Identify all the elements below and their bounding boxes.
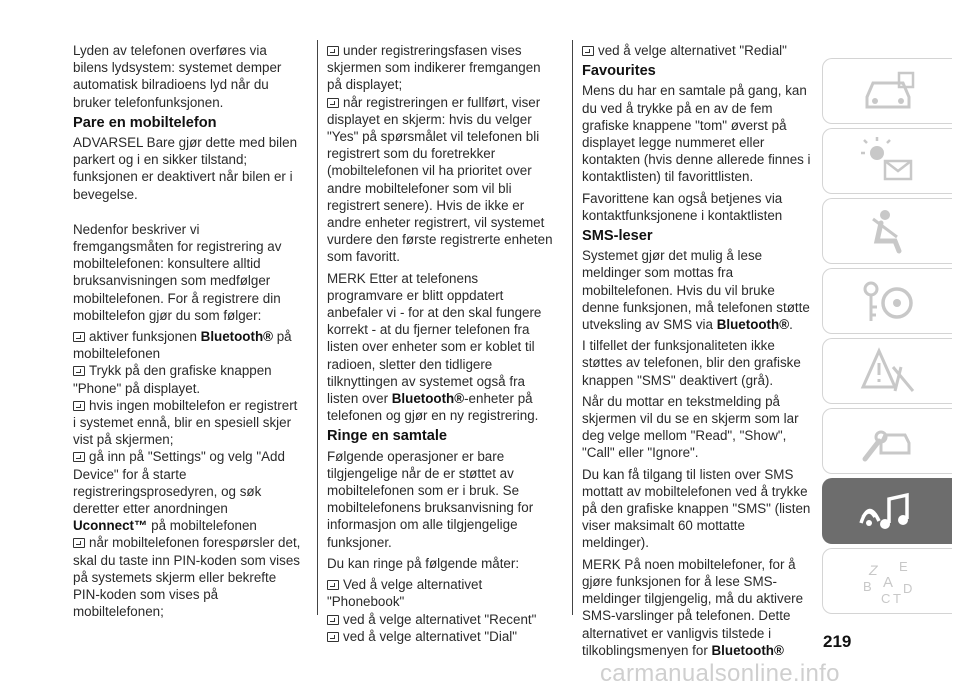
key-steering-icon [859, 277, 917, 325]
svg-text:C: C [880, 591, 890, 605]
sms-paragraph: Systemet gjør det mulig å lese meldinger som mottas fra mobiltelefonen. Hvis du vil bruke denne funksjonen, må telefonen støtte utveksling av SMS via Bluetooth®. [582, 248, 810, 333]
checkbox-bullet-icon [73, 452, 85, 462]
svg-text:A: A [882, 574, 893, 591]
seat-airbag-icon [859, 207, 917, 255]
tab-index[interactable] [822, 548, 952, 614]
list-item: gå inn på "Settings" og velg "Add Device" for å starte registreringsprosedyren, og søk deretter etter anordningen Uconnect™ på mobiltelefonen [73, 449, 285, 534]
tab-maintenance[interactable] [822, 408, 952, 474]
list-item: ved å velge alternativet "Redial" [582, 42, 812, 59]
text-column-2 [327, 42, 555, 645]
list-item: ved å velge alternativet "Recent" [327, 611, 555, 628]
watermark: carmanualsonline.info [600, 660, 840, 683]
tab-start-drive[interactable] [822, 268, 952, 334]
checkbox-bullet-icon [73, 332, 85, 342]
list-item: når registreringen er fullført, viser displayet en skjerm: hvis du velger "Yes" på spørsmålet vil telefonen bli registrert som du foretrekker (mobiltelefonen vil ha prioritet over andre mobiltelefoner som vil bli registrert senere). Hvis de ikke er andre enheter registrert, vil systemet vurdere den første registrerte enheten som favoritt. [327, 94, 553, 265]
checkbox-bullet-icon [327, 46, 339, 56]
sms-note-paragraph: MERK På noen mobiltelefoner, for å gjøre funksjonen for å lese SMS-meldinger tilgjengelig, må du aktivere SMS-varslinger på telefonen. Dette alternativet er vanligvis tilstede i tilkoblingsmenyen for Bluetooth® [582, 556, 804, 658]
warning-breakdown-icon [859, 347, 917, 395]
checkbox-bullet-icon [582, 46, 594, 56]
pair-heading: Pare en mobiltelefon [73, 114, 217, 131]
svg-text:E: E [898, 559, 908, 574]
multimedia-icon [859, 487, 917, 535]
lights-message-icon [859, 137, 917, 185]
svg-text:B: B [862, 579, 872, 594]
wrench-car-icon [859, 417, 917, 465]
call-ways-paragraph: Du kan ringe på følgende måter: [327, 555, 520, 571]
checkbox-bullet-icon [73, 401, 85, 411]
checkbox-bullet-icon [73, 538, 85, 548]
column-divider [317, 40, 318, 615]
column-divider [572, 40, 573, 615]
chapter-tabs [822, 58, 952, 618]
list-item: hvis ingen mobiltelefon er registrert i systemet ennå, blir en spesiell skjer vist på skjermen; [73, 397, 298, 448]
tab-safety[interactable] [822, 198, 952, 264]
checkbox-bullet-icon [327, 580, 339, 590]
favourites-heading: Favourites [582, 63, 656, 80]
car-dashboard-icon [859, 67, 917, 115]
favourites-paragraph: Mens du har en samtale på gang, kan du ved å trykke på en av de fem grafiske knappene "tom" øverst på displayet legge nummeret eller kontakten (hvis denne allerede finnes i kontaktlisten) til favorittlisten. [582, 83, 811, 185]
text-column-1 [73, 42, 301, 621]
tab-multimedia[interactable] [822, 478, 952, 544]
svg-text:T: T [892, 591, 901, 605]
svg-text:Z: Z [868, 562, 878, 578]
tab-lights[interactable] [822, 128, 952, 194]
favourites-paragraph: Favorittene kan også betjenes via kontaktfunksjonene i kontaktlisten [582, 190, 783, 223]
svg-text:D: D [902, 581, 912, 596]
tab-dashboard[interactable] [822, 58, 952, 124]
list-item: når mobiltelefonen forespørsler det, skal du taste inn PIN-koden som vises på systemets skjerm eller bekrefte PIN-koden som vises på mobiltelefonen; [73, 535, 301, 620]
index-letters-icon [859, 557, 917, 605]
list-item: Ved å velge alternativet "Phonebook" [327, 577, 483, 610]
intro-paragraph: Lyden av telefonen overføres via bilens lydsystem: systemet demper automatisk bilradioens lyd når du bruker telefonfunksjonen. [73, 43, 282, 110]
list-item: under registreringsfasen vises skjermen som indikerer fremgangen på displayet; [327, 43, 541, 93]
call-heading: Ringe en samtale [327, 428, 448, 445]
procedure-paragraph: Nedenfor beskriver vi fremgangsmåten for registrering av mobiltelefonen: konsultere alltid bruksanvisningen som medfølger mobiltelefonen. For å registrere din mobiltelefon gjør du som følger: [73, 221, 282, 323]
sms-heading: SMS-leser [582, 228, 653, 245]
text-column-3 [582, 42, 812, 663]
pair-warning-paragraph: ADVARSEL Bare gjør dette med bilen parkert og i en sikker tilstand; funksjonen er deaktivert når bilen er i bevegelse. [73, 135, 298, 202]
list-item: aktiver funksjonen Bluetooth® på mobiltelefonen [73, 329, 292, 362]
checkbox-bullet-icon [327, 632, 339, 642]
call-paragraph: Følgende operasjoner er bare tilgjengelige når de er støttet av mobiltelefonen som er i bruk. Se mobiltelefonens bruksanvisning for informasjon om alle tilgjengelige funksjoner. [327, 448, 534, 550]
list-item: Trykk på den grafiske knappen "Phone" på displayet. [73, 363, 272, 396]
sms-paragraph: I tilfellet der funksjonaliteten ikke støttes av telefonen, blir den grafiske knappen "SMS" deaktivert (grå). [582, 338, 801, 388]
tab-emergency[interactable] [822, 338, 952, 404]
sms-paragraph: Når du mottar en tekstmelding på skjermen vil du se en skjerm som lar deg velge mellom "Read", "Show", "Call" eller "Ignore". [582, 393, 799, 461]
page-number: 219 [823, 632, 852, 651]
sms-paragraph: Du kan få tilgang til listen over SMS mottatt av mobiltelefonen ved å trykke på den grafiske knappen "SMS" (listen viser maksimalt 60 mottatte meldinger). [582, 466, 811, 551]
checkbox-bullet-icon [327, 615, 339, 625]
checkbox-bullet-icon [73, 366, 85, 376]
list-item: ved å velge alternativet "Dial" [327, 628, 555, 645]
checkbox-bullet-icon [327, 98, 339, 108]
note-paragraph: MERK Etter at telefonens programvare er blitt oppdatert anbefaler vi - for at den skal fungere korrekt - at du fjerner telefonen fra listen over enheter som er koblet til radioen, sletter den tidligere tilknyttingen av systemet også fra listen over Bluetooth®-enheter på telefonen og gjør en ny registrering. [327, 270, 542, 424]
